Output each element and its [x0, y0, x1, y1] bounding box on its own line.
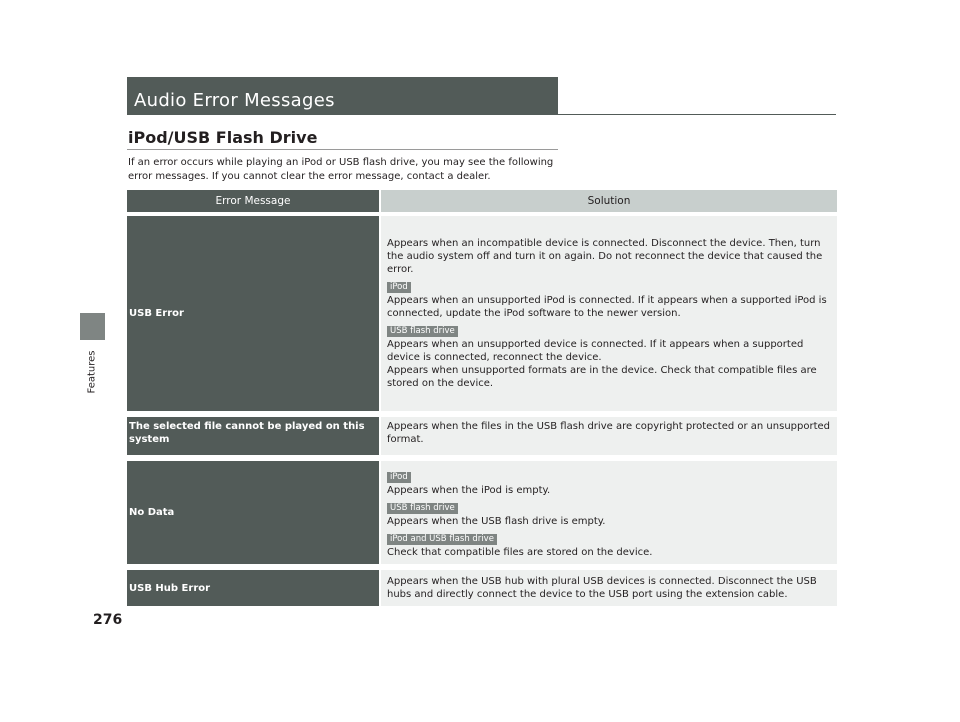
section-title: Audio Error Messages [134, 90, 335, 111]
table-row [127, 212, 837, 411]
solution-cell [381, 411, 837, 455]
solution-text: Appears when unsupported formats are in the device. Check that compatible files are stored on the device. [387, 365, 817, 389]
device-badge: USB flash drive [387, 503, 458, 514]
table-header-row [127, 190, 837, 212]
header-solution: Solution [381, 190, 837, 212]
intro-paragraph: If an error occurs while playing an iPod or USB flash drive, you may see the following error messages. If you cannot clear the error message, contact a dealer. [128, 157, 554, 182]
error-message-cell: No Data [127, 455, 381, 564]
solution-text: Appears when an unsupported iPod is connected. If it appears when a supported iPod is connected, update the iPod software to the newer version. [387, 295, 827, 319]
solution-text: Appears when an unsupported device is connected. If it appears when a supported device is connected, reconnect the device. [387, 339, 804, 363]
device-badge: iPod and USB flash drive [387, 534, 497, 545]
device-badge: USB flash drive [387, 326, 458, 337]
solution-text: Check that compatible files are stored on the device. [387, 547, 653, 558]
device-badge: iPod [387, 282, 411, 293]
header-error-message: Error Message [127, 190, 381, 212]
error-messages-table [127, 190, 837, 606]
solution-cell [381, 455, 837, 564]
table-row [127, 455, 837, 564]
solution-text: Appears when an incompatible device is connected. Disconnect the device. Then, turn the audio system off and turn it on again. Do not reconnect the device that caused the error. [387, 238, 823, 275]
error-message-cell: The selected file cannot be played on this system [127, 411, 381, 455]
error-message-cell: USB Hub Error [127, 564, 381, 606]
solution-text: Appears when the USB flash drive is empty. [387, 516, 606, 527]
device-badge: iPod [387, 472, 411, 483]
error-message-cell: USB Error [127, 212, 381, 411]
chapter-tab-marker [80, 313, 105, 340]
solution-text: Appears when the files in the USB flash drive are copyright protected or an unsupported format. [387, 421, 830, 445]
table-row [127, 411, 837, 455]
table-row [127, 564, 837, 606]
chapter-label: Features [86, 350, 98, 394]
solution-text: Appears when the iPod is empty. [387, 485, 551, 496]
solution-cell [381, 564, 837, 606]
subsection-rule [127, 149, 558, 150]
section-rule [558, 114, 836, 115]
solution-cell [381, 212, 837, 411]
solution-text: Appears when the USB hub with plural USB devices is connected. Disconnect the USB hubs and directly connect the device to the USB port using the extension cable. [387, 576, 817, 600]
page-number: 276 [93, 612, 123, 628]
subsection-title: iPod/USB Flash Drive [128, 128, 318, 147]
